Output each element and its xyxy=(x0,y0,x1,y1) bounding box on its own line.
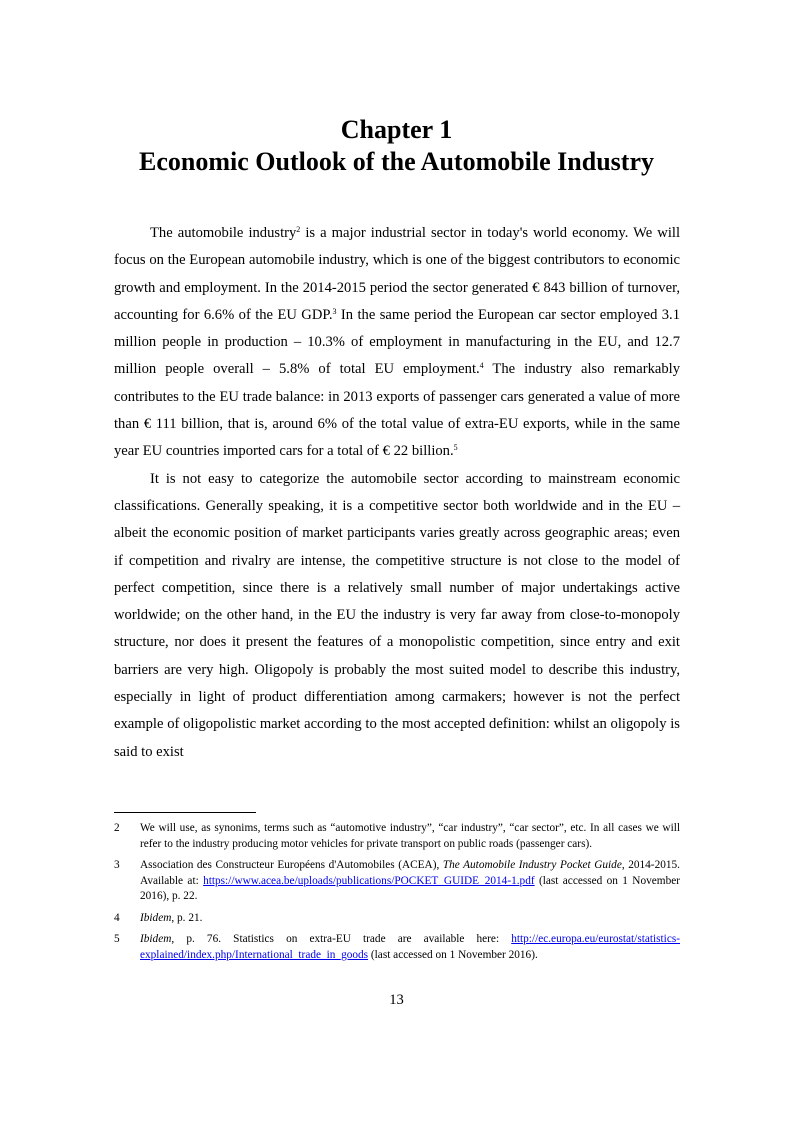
footnote-text: , p. 21. xyxy=(171,911,203,924)
ibidem-reference: Ibidem xyxy=(140,933,172,945)
publication-title: The Automobile Industry Pocket Guide xyxy=(442,859,622,871)
acea-pocket-guide-link[interactable]: https://www.acea.be/uploads/publications/POCKET_GUIDE_2014-1.pdf xyxy=(203,874,535,887)
eurostat-trade-link[interactable]: http://ec.europa.eu/eurostat/statistics-explained/index.php/International_trade_in_goods xyxy=(140,933,680,961)
footnote-text: Association des Constructeur Européens d'Automobiles (ACEA), xyxy=(140,859,443,871)
footnote-number: 3 xyxy=(114,859,120,871)
footnote-3 xyxy=(114,858,680,905)
paragraph-1-text-b: is a major industrial sector in today's world economy. We will focus on the European automobile industry, which is one of the biggest contributors to economic growth and employment. In the 2014-2015 period the sector generated € 843 billion of turnover, accounting for 6.6% of the EU GDP. xyxy=(114,225,680,323)
footnote-ref-4: 4 xyxy=(479,361,484,371)
footnote-4 xyxy=(114,911,680,927)
paragraph-1-text-c: In the same period the European car sector employed 3.1 million people in production – 10.3% of employment in manufacturing in the EU, and 12.7 million people overall – 5.8% of total EU employment. xyxy=(114,306,681,378)
paragraph-1 xyxy=(114,220,680,466)
body-text xyxy=(114,220,680,766)
ibidem-reference: Ibidem xyxy=(140,911,172,924)
chapter-title xyxy=(100,114,693,178)
footnote-text: (last accessed on 1 November 2016). xyxy=(368,948,538,961)
footnote-text: We will use, as synonims, terms such as “automotive industry”, “car industry”, “car sector”, etc. In all cases we will refer to the industry producing motor vehicles for private transport on public roads (passenger cars). xyxy=(140,822,680,850)
chapter-heading: Economic Outlook of the Automobile Industry xyxy=(139,147,654,176)
footnote-2 xyxy=(114,821,680,852)
paragraph-1-text-d: The industry also remarkably contributes to the EU trade balance: in 2013 exports of passenger cars generated a value of more than € 111 billion, that is, around 6% of the total value of extra-EU exports, while in the same year EU countries imported cars for a total of € 22 billion. xyxy=(114,361,681,460)
footnote-number: 4 xyxy=(114,911,120,924)
footnote-ref-5: 5 xyxy=(453,443,458,453)
footnote-text: , p. 76. Statistics on extra-EU trade are available here: xyxy=(171,933,512,945)
footnote-number: 2 xyxy=(114,822,120,834)
footnote-separator xyxy=(114,812,256,813)
page-number: 13 xyxy=(389,992,404,1008)
footnotes xyxy=(114,821,680,969)
chapter-number: Chapter 1 xyxy=(340,115,453,144)
footnote-5 xyxy=(114,932,680,963)
footnote-text: (last accessed on 1 November 2016), p. 22. xyxy=(140,874,680,902)
footnote-ref-3: 3 xyxy=(332,306,337,316)
footnote-text: , 2014-2015. Available at: xyxy=(140,859,680,887)
footnote-ref-2: 2 xyxy=(296,225,301,234)
paragraph-2: It is not easy to categorize the automobile sector according to mainstream economic classifications. Generally speaking, it is a competitive sector both worldwide and in the EU – albeit the economic position of market participants varies greatly across geographic areas; even if competition and rivalry are intense, the competitive structure is not close to the model of perfect competition, since there is a relatively small number of major undertakings active worldwide; on the other hand, in the EU the industry is very far away from close-to-monopoly structure, nor does it present the features of a monopolistic competition, since entry and exit barriers are very high. Oligopoly is probably the most suited model to describe this industry, especially in light of product differentiation among carmakers; however is not the perfect example of oligopolistic market according to the most accepted definition: whilst an oligopoly is said to exist xyxy=(114,470,680,760)
paragraph-1-text-a: The automobile industry xyxy=(150,225,297,241)
footnote-number: 5 xyxy=(114,933,120,945)
